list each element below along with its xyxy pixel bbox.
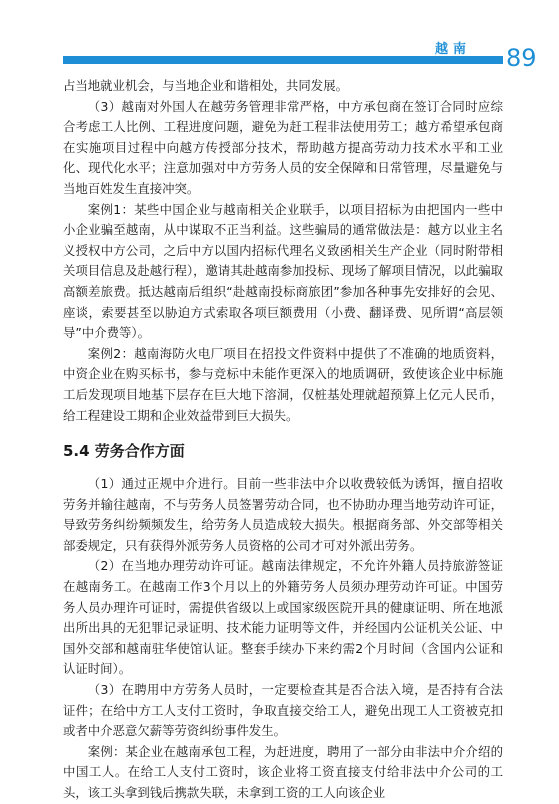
paragraph-labor-case: 案例：某企业在越南承包工程，为赶进度，聘用了一部分由非法中介介绍的中国工人。在给工人支付工资时，该企业将工资直接支付给非法中介公司的工头，该工头拿到钱后携款失联，未拿到工资的工人向该企业 [63,743,503,800]
page-body [63,76,503,804]
paragraph-labor-3: （3）在聘用中方劳务人员时，一定要检查其是否合法入境，是否持有合法证件；在给中方工人支付工资时，争取直接交给工人，避免出现工人工资被克扣或者中介恶意欠薪等劳资纠纷事件发生。 [63,682,503,739]
paragraph-labor-1: （1）通过正规中介进行。目前一些非法中介以收费较低为诱饵，擅自招收劳务并输往越南，不与劳务人员签署劳动合同，也不协助办理当地劳动许可证，导致劳务纠纷频频发生，给劳务人员造成较大损失。根据商务部、外交部等相关部委规定，只有获得外派劳务人员资格的公司才可对外派出劳务。 [63,476,503,553]
paragraph-item-3: （3）越南对外国人在越劳务管理非常严格，中方承包商在签订合同时应综合考虑工人比例、工程进度问题，避免为赶工程非法使用劳工；越方希望承包商在实施项目过程中向越方传授部分技术，帮助越方提高劳动力技术水平和工业化、现代化水平；注意加强对中方劳务人员的安全保障和日常管理，尽量避免与当地百姓发生直接冲突。 [63,98,503,196]
paragraph-labor-2: （2）在当地办理劳动许可证。越南法律规定，不允许外籍人员持旅游签证在越南务工。在越南工作3个月以上的外籍劳务人员须办理劳动许可证。中国劳务人员办理许可证时，需提供省级以上或国家级医院开具的健康证明、所在地派出所出具的无犯罪记录证明、技术能力证明等文件，并经国内公证机关公证、中国外交部和越南驻华使馆认证。整套手续办下来约需2个月时间（含国内公证和认证时间）。 [63,558,503,677]
header-accent-bar [63,56,503,64]
page-number: 89 [506,44,537,72]
paragraph-continuation: 占当地就业机会，与当地企业和谐相处，共同发展。 [63,78,348,93]
running-header-title: 越南 [435,42,472,57]
paragraph-case-1: 案例1：某些中国企业与越南相关企业联手，以项目招标为由把国内一些中小企业骗至越南，从中谋取不正当利益。这些骗局的通常做法是：越方以业主名义授权中方公司，之后中方以国内招标代理名义致函相关生产企业（同时附带相关项目信息及赴越行程），邀请其赴越南参加投标、现场了解项目情况，以此骗取高额差旅费。抵达越南后组织“赴越南投标商旅团”参加各种事先安排好的会见、座谈，索要甚至以胁迫方式索取各项巨额费用（小费、翻译费、见所谓“高层领导”中介费等）。 [63,201,503,341]
paragraph-case-2: 案例2：越南海防火电厂项目在招投文件资料中提供了不准确的地质资料，中资企业在购买标书，参与竞标中未能作更深入的地质调研，致使该企业中标施工后发现项目地基下层存在巨大地下溶洞，仅桩基处理就超预算上亿元人民币，给工程建设工期和企业效益带到巨大损失。 [63,345,503,423]
section-heading: 5.4 劳务合作方面 [63,442,185,461]
